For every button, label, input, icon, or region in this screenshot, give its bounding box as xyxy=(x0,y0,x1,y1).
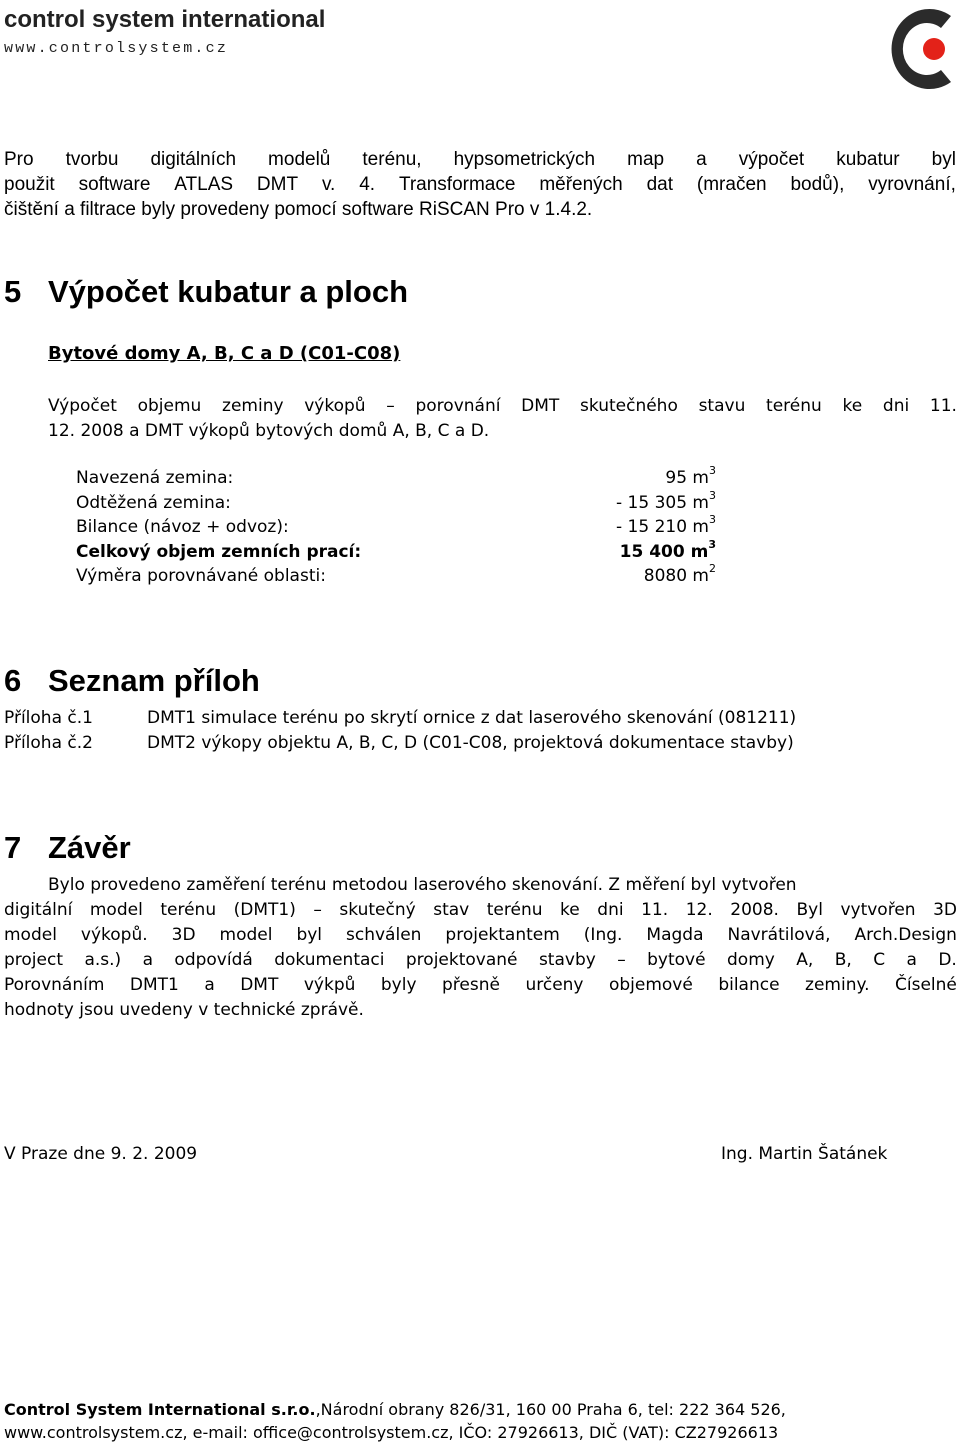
word: ke xyxy=(560,900,580,920)
word: – xyxy=(617,950,626,970)
word: model xyxy=(89,900,143,920)
place-date: V Praze dne 9. 2. 2009 xyxy=(4,1144,198,1164)
word: hypsometrických xyxy=(453,149,596,170)
word: 12. 2008 a DMT výkopů bytových domů A, B, C a D. xyxy=(48,421,490,441)
volume-row xyxy=(76,540,716,565)
word: Bylo provedeno zaměření terénu metodou laserového skenování. Z měření byl vytvořen xyxy=(48,875,797,895)
word: Navrátilová, xyxy=(727,925,831,945)
section-6-heading xyxy=(4,663,260,699)
word: schválen xyxy=(346,925,422,945)
word: 4. xyxy=(359,174,376,195)
word: terénu, xyxy=(362,149,422,170)
word: a xyxy=(204,975,215,995)
section-title: Seznam příloh xyxy=(48,663,260,698)
word: tvorbu xyxy=(65,149,119,170)
word: DMT xyxy=(240,975,279,995)
word: A, xyxy=(796,950,814,970)
word: Pro xyxy=(4,149,34,170)
word: model xyxy=(4,925,57,945)
word: skutečný xyxy=(339,900,416,920)
word: Porovnáním xyxy=(4,975,105,995)
footer-line-2: www.controlsystem.cz, e-mail: office@controlsystem.cz, IČO: 27926613, DIČ (VAT): CZ27926613 xyxy=(4,1423,779,1442)
word: bodů), xyxy=(790,174,845,195)
word: hodnoty jsou uvedeny v technické zprávě. xyxy=(4,1000,364,1020)
word: – xyxy=(313,900,322,920)
word: projektované xyxy=(405,950,518,970)
word: čištění a filtrace byly provedeny pomocí software RiSCAN Pro v 1.4.2. xyxy=(4,199,593,220)
word: odpovídá xyxy=(174,950,253,970)
word: D. xyxy=(938,950,957,970)
attachment-item xyxy=(4,733,794,753)
word: terénu xyxy=(160,900,217,920)
word: (Ing. xyxy=(583,925,623,945)
volume-label: Výměra porovnávané oblasti: xyxy=(76,566,326,587)
conclusion-line xyxy=(48,873,957,898)
section-number: 6 xyxy=(4,663,22,698)
word: C xyxy=(873,950,886,970)
word: (DMT1) xyxy=(233,900,296,920)
word: skutečného xyxy=(580,396,678,416)
word: projektantem xyxy=(445,925,560,945)
word: 11. xyxy=(929,396,957,416)
word: a xyxy=(906,950,917,970)
page-footer xyxy=(4,1398,786,1444)
volume-value: 95 $m^3$ xyxy=(665,464,716,489)
word: vytvořen xyxy=(840,900,916,920)
signatory-name: Ing. Martin Šatánek xyxy=(721,1144,888,1164)
word: DMT xyxy=(256,174,299,195)
description-line xyxy=(48,394,957,419)
volume-label: Navezená zemina: xyxy=(76,468,234,489)
word: software xyxy=(78,174,151,195)
word: project xyxy=(4,950,64,970)
word: 2008. xyxy=(730,900,779,920)
word: zeminy xyxy=(222,396,284,416)
footer-company: Control System International s.r.o. xyxy=(4,1400,316,1419)
word: terénu xyxy=(766,396,822,416)
word: výkopů. xyxy=(80,925,148,945)
word: a xyxy=(142,950,153,970)
word: stavu xyxy=(698,396,746,416)
word: a xyxy=(696,149,707,170)
word: digitálních xyxy=(150,149,237,170)
word: DMT1 xyxy=(129,975,179,995)
volume-row xyxy=(76,564,716,589)
attachment-key: Příloha č.1 xyxy=(4,708,93,728)
word: měřených xyxy=(539,174,623,195)
intro-line xyxy=(4,172,956,197)
word: domy xyxy=(727,950,775,970)
conclusion-first-line xyxy=(48,873,957,898)
word: zeminy. xyxy=(805,975,870,995)
word: model xyxy=(219,925,273,945)
word: dni xyxy=(597,900,624,920)
word: Magda xyxy=(646,925,704,945)
conclusion-line xyxy=(4,948,957,973)
word: kubatur xyxy=(836,149,900,170)
word: objemové xyxy=(608,975,693,995)
word: stavby xyxy=(538,950,596,970)
volume-row xyxy=(76,466,716,491)
word: (mračen xyxy=(696,174,767,195)
volume-row xyxy=(76,491,716,516)
word: použit xyxy=(4,174,55,195)
word: byl xyxy=(931,149,956,170)
word: Číselné xyxy=(895,975,957,995)
footer-address: ,Národní obrany 826/31, 160 00 Praha 6, tel: 222 364 526, xyxy=(315,1400,786,1419)
word: výkpů xyxy=(303,975,356,995)
description-line xyxy=(48,419,957,444)
section-5-heading xyxy=(4,274,408,310)
word: byly xyxy=(380,975,417,995)
volume-table xyxy=(76,466,716,589)
word: bytové xyxy=(647,950,706,970)
word: terénu xyxy=(486,900,543,920)
word: ATLAS xyxy=(174,174,234,195)
volume-label: Odtěžená zemina: xyxy=(76,492,231,513)
company-url: www.controlsystem.cz xyxy=(4,40,229,57)
word: Arch.Design xyxy=(854,925,957,945)
word: stav xyxy=(433,900,470,920)
word: DMT xyxy=(521,396,560,416)
word: určeny xyxy=(525,975,584,995)
word: bilance xyxy=(718,975,780,995)
conclusion-line xyxy=(4,973,957,998)
word: dokumentaci xyxy=(274,950,385,970)
word: modelů xyxy=(268,149,331,170)
word: 11. xyxy=(641,900,669,920)
word: 3D xyxy=(933,900,957,920)
attachment-key: Příloha č.2 xyxy=(4,733,93,753)
word: dni xyxy=(882,396,910,416)
word: a.s.) xyxy=(84,950,122,970)
section-title: Závěr xyxy=(48,830,131,865)
word: přesně xyxy=(442,975,500,995)
word: map xyxy=(627,149,665,170)
word: dat xyxy=(646,174,674,195)
attachment-item xyxy=(4,708,796,728)
company-logo-icon xyxy=(885,2,957,94)
section-5-description-2 xyxy=(48,419,957,444)
word: 3D xyxy=(171,925,196,945)
conclusion-line xyxy=(4,923,957,948)
attachment-text: DMT2 výkopy objektu A, B, C, D (C01-C08, projektová dokumentace stavby) xyxy=(147,733,794,753)
section-5-description xyxy=(48,394,957,419)
word: porovnání xyxy=(415,396,501,416)
volume-row xyxy=(76,515,716,540)
volume-label: Bilance (návoz + odvoz): xyxy=(76,517,289,538)
word: ke xyxy=(842,396,863,416)
word: digitální xyxy=(4,900,73,920)
intro-paragraph xyxy=(4,147,956,222)
intro-line xyxy=(4,147,956,172)
word: v. xyxy=(321,174,336,195)
word: byl xyxy=(296,925,323,945)
conclusion-paragraph xyxy=(4,898,957,1023)
word: – xyxy=(386,396,395,416)
word: výpočet xyxy=(738,149,805,170)
section-7-heading xyxy=(4,830,131,866)
word: vyrovnání, xyxy=(868,174,956,195)
volume-value: 15 400 $m^3$ xyxy=(619,537,716,562)
volume-value: - 15 210 $m^3$ xyxy=(616,513,716,538)
word: 12. xyxy=(685,900,713,920)
section-5-subtitle: Bytové domy A, B, C a D (C01-C08) xyxy=(48,343,401,364)
conclusion-line xyxy=(4,998,957,1023)
footer-line-1 xyxy=(4,1398,786,1421)
word: Výpočet xyxy=(48,396,117,416)
word: Transformace xyxy=(398,174,516,195)
word: objemu xyxy=(137,396,202,416)
section-number: 5 xyxy=(4,274,22,309)
volume-value: 8080 $m^2$ xyxy=(643,562,716,587)
attachment-text: DMT1 simulace terénu po skrytí ornice z dat laserového skenování (081211) xyxy=(147,708,797,728)
word: výkopů xyxy=(304,396,366,416)
volume-label: Celkový objem zemních prací: xyxy=(76,541,362,562)
section-title: Výpočet kubatur a ploch xyxy=(48,274,409,309)
section-number: 7 xyxy=(4,830,22,865)
volume-value: - 15 305 $m^3$ xyxy=(616,488,716,513)
word: B, xyxy=(834,950,852,970)
conclusion-line xyxy=(4,898,957,923)
company-brand: control system international xyxy=(4,6,326,33)
intro-line xyxy=(4,197,956,222)
word: Byl xyxy=(796,900,823,920)
